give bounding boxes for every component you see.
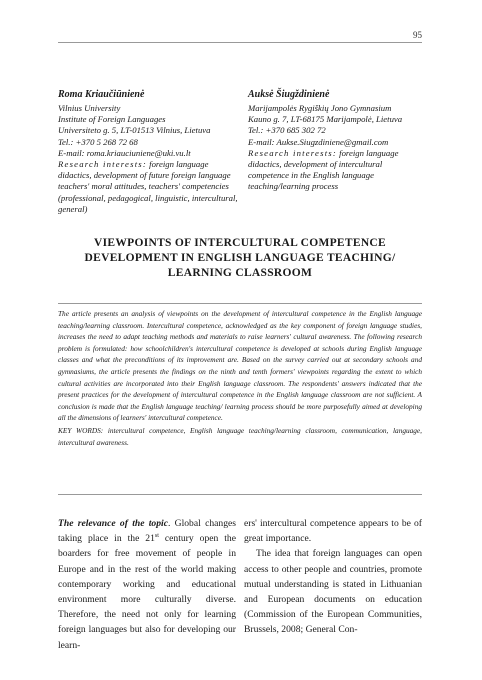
body-paragraph: The idea that foreign languages can open access to other people and countries, promote mutual understanding is stated in Lithuanian and European documents on education (Commission of the European Communities, Brussels, 2008; General Con- (244, 548, 422, 636)
author-2 (248, 88, 424, 193)
research-interests-label: Research interests: (58, 159, 147, 170)
header-rule (58, 42, 422, 43)
affiliation-line: Marijampolės Rygiškių Jono Gymnasium (248, 103, 392, 113)
ordinal-suffix: st (154, 533, 159, 540)
affiliation-line: Vilnius University (58, 103, 121, 113)
section-runin-heading: The relevance of the topic (58, 518, 168, 529)
abstract (58, 308, 422, 448)
keywords (58, 425, 422, 448)
affiliation-line: Tel.: +370 685 302 72 (248, 125, 326, 136)
email-line: E-mail: roma.kriauciuniene@uki.vu.lt (58, 147, 191, 158)
research-interests (248, 148, 424, 193)
abstract-text: The article presents an analysis of viewpoints on the development of intercultural competence in the English language teaching/learning classroom. Intercultural competence, acknowledged as the key component of foreign language studies, increases the need to adapt teaching methods and materials to raise learners' cultural awareness. The following research problem is formulated: how schoolchildren's intercultural competence is developed at schools during English language classes and what the preconditions of its improvement are. Based on the survey carried out at secondary schools and gymnasiums, the article presents the findings on the ninth and tenth formers' viewpoints regarding the extent to which cultural activities are incorporated into their English language classroom. The respondents' answers indicated that the present practices for the development of intercultural competence in the English language classroom are not sufficient. A conclusion is made that the English language teaching/ learning process should be more purposefully aimed at developing all the dimensions of learners' intercultural competence. (58, 309, 422, 423)
body-paragraph: ers' intercultural competence appears to be of great importance. (244, 518, 422, 545)
research-interests-text: foreign language didactics, development of intercultural competence in the English language teaching/learning process (248, 147, 399, 192)
author-name: Roma Kriaučiūnienė (58, 89, 145, 100)
abstract-bottom-rule (58, 494, 422, 495)
author-1 (58, 88, 238, 215)
body-column-left (58, 516, 236, 653)
keywords-label: KEY WORDS: (58, 425, 104, 435)
abstract-top-rule (58, 303, 422, 304)
body-column-right (244, 516, 422, 638)
body-text: century open the boarders for free movement of people in Europe and in the rest of the world making contemporary working and educational environment more culturally diverse. Therefore, the need not only for learning foreign languages but also for developing our learn- (58, 533, 236, 651)
affiliation-line: Universiteto g. 5, LT-01513 Vilnius, Lietuva (58, 125, 211, 136)
body-paragraph (58, 516, 236, 653)
email-line: E-mail: Aukse.Siugzdiniene@gmail.com (248, 136, 389, 147)
research-interests-text: foreign language didactics, development of future foreign language teachers' moral attitudes, teachers' competencies (professional, pedagogical, linguistic, intercultural, general) (58, 159, 238, 214)
keywords-text: intercultural competence, English language teaching/learning classroom, communication, language, intercultural awareness. (58, 425, 422, 447)
article-title: VIEWPOINTS OF INTERCULTURAL COMPETENCE DEVELOPMENT IN ENGLISH LANGUAGE TEACHING/ LEARNING CLASSROOM (84, 237, 396, 279)
research-interests (58, 159, 238, 215)
body-text: . Global changes taking place in the 21 (58, 518, 236, 545)
affiliation-line: Institute of Foreign Languages (58, 114, 166, 125)
author-name: Auksė Šiugždinienė (248, 89, 330, 100)
research-interests-label: Research interests: (248, 147, 337, 158)
affiliation-line: Kauno g. 7, LT-68175 Marijampolė, Lietuva (248, 114, 403, 125)
page-number: 95 (413, 30, 422, 40)
affiliation-line: Tel.: +370 5 268 72 68 (58, 136, 138, 147)
